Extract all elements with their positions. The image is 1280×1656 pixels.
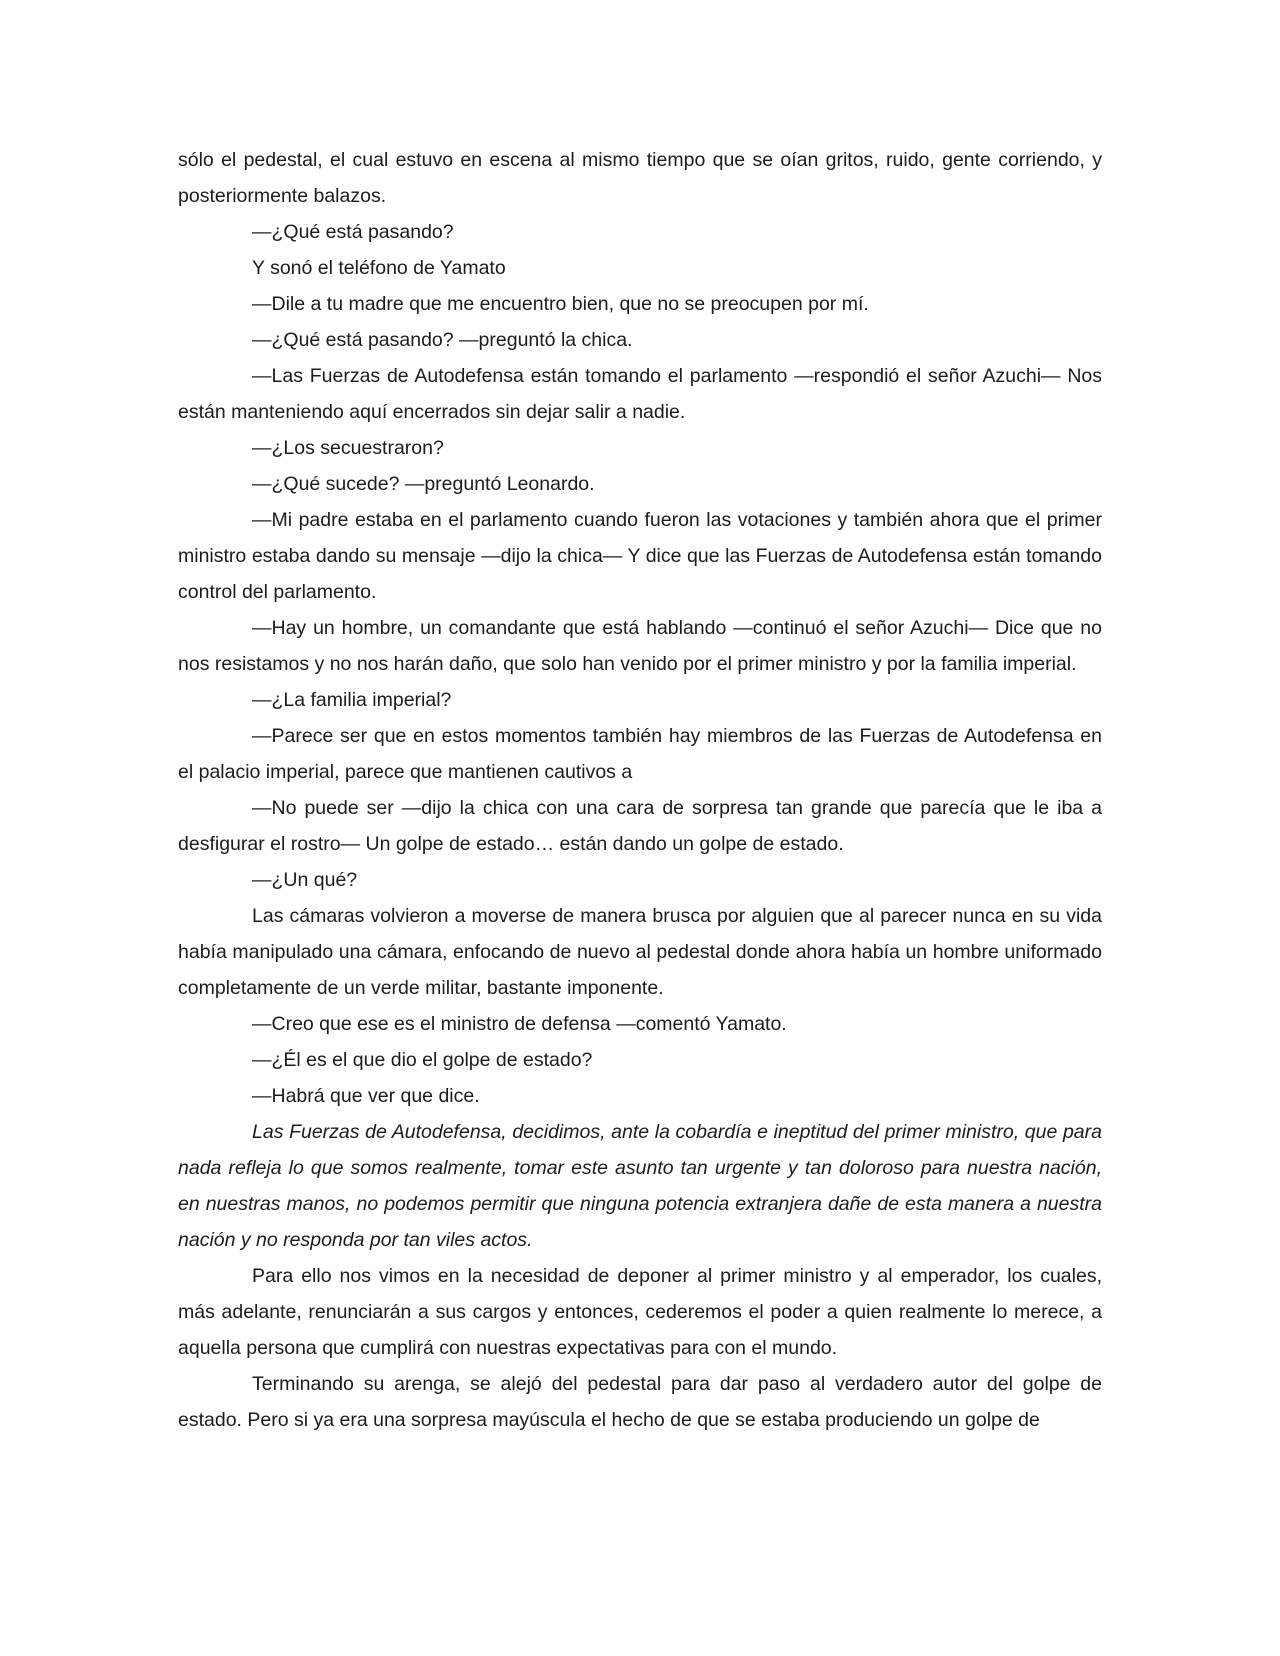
paragraph: —Parece ser que en estos momentos también hay miembros de las Fuerzas de Autodefensa en el palacio imperial, parece que mantienen cautivos a bbox=[178, 725, 1102, 783]
paragraph: Terminando su arenga, se alejó del pedestal para dar paso al verdadero autor del golpe de estado. Pero si ya era una sorpresa mayúscula el hecho de que se estaba produciendo un golpe de bbox=[178, 1373, 1102, 1431]
paragraph: —¿Qué sucede? —preguntó Leonardo. bbox=[252, 473, 595, 495]
paragraph: Las cámaras volvieron a moverse de manera brusca por alguien que al parecer nunca en su vida había manipulado una cámara, enfocando de nuevo al pedestal donde ahora había un hombre uniformado completamente de un verde militar, bastante imponente. bbox=[178, 905, 1102, 999]
paragraph: —No puede ser —dijo la chica con una cara de sorpresa tan grande que parecía que le iba a desfigurar el rostro— Un golpe de estado… están dando un golpe de estado. bbox=[178, 797, 1102, 855]
paragraph: —Hay un hombre, un comandante que está hablando —continuó el señor Azuchi— Dice que no nos resistamos y no nos harán daño, que solo han venido por el primer ministro y por la familia imperial. bbox=[178, 617, 1102, 675]
paragraph: —¿Él es el que dio el golpe de estado? bbox=[252, 1049, 593, 1071]
paragraph: Para ello nos vimos en la necesidad de deponer al primer ministro y al emperador, los cuales, más adelante, renunciarán a sus cargos y entonces, cederemos el poder a quien realmente lo merece, a aquella persona que cumplirá con nuestras expectativas para con el mundo. bbox=[178, 1265, 1102, 1359]
paragraph: —Las Fuerzas de Autodefensa están tomando el parlamento —respondió el señor Azuchi— Nos están manteniendo aquí encerrados sin dejar salir a nadie. bbox=[178, 365, 1102, 423]
paragraph: —¿Qué está pasando? —preguntó la chica. bbox=[252, 329, 633, 351]
paragraph: —Creo que ese es el ministro de defensa —comentó Yamato. bbox=[252, 1013, 787, 1035]
document-body bbox=[178, 142, 1102, 1438]
paragraph: —¿Un qué? bbox=[252, 869, 358, 891]
paragraph: —¿Qué está pasando? bbox=[252, 221, 454, 243]
paragraph: —Habrá que ver que dice. bbox=[252, 1085, 480, 1107]
italic-quote-paragraph: Las Fuerzas de Autodefensa, decidimos, ante la cobardía e ineptitud del primer ministro, que para nada refleja lo que somos realmente, tomar este asunto tan urgente y tan doloroso para nuestra nación, en nuestras manos, no podemos permitir que ninguna potencia extranjera dañe de esta manera a nuestra nación y no responda por tan viles actos. bbox=[178, 1121, 1102, 1251]
paragraph: sólo el pedestal, el cual estuvo en escena al mismo tiempo que se oían gritos, ruido, gente corriendo, y posteriormente balazos. bbox=[178, 149, 1102, 207]
paragraph: —Mi padre estaba en el parlamento cuando fueron las votaciones y también ahora que el primer ministro estaba dando su mensaje —dijo la chica— Y dice que las Fuerzas de Autodefensa están tomando control del parlamento. bbox=[178, 509, 1102, 603]
paragraph: —¿La familia imperial? bbox=[252, 689, 452, 711]
paragraph: —Dile a tu madre que me encuentro bien, que no se preocupen por mí. bbox=[252, 293, 869, 315]
paragraph: —¿Los secuestraron? bbox=[252, 437, 444, 459]
paragraph: Y sonó el teléfono de Yamato bbox=[252, 257, 506, 279]
